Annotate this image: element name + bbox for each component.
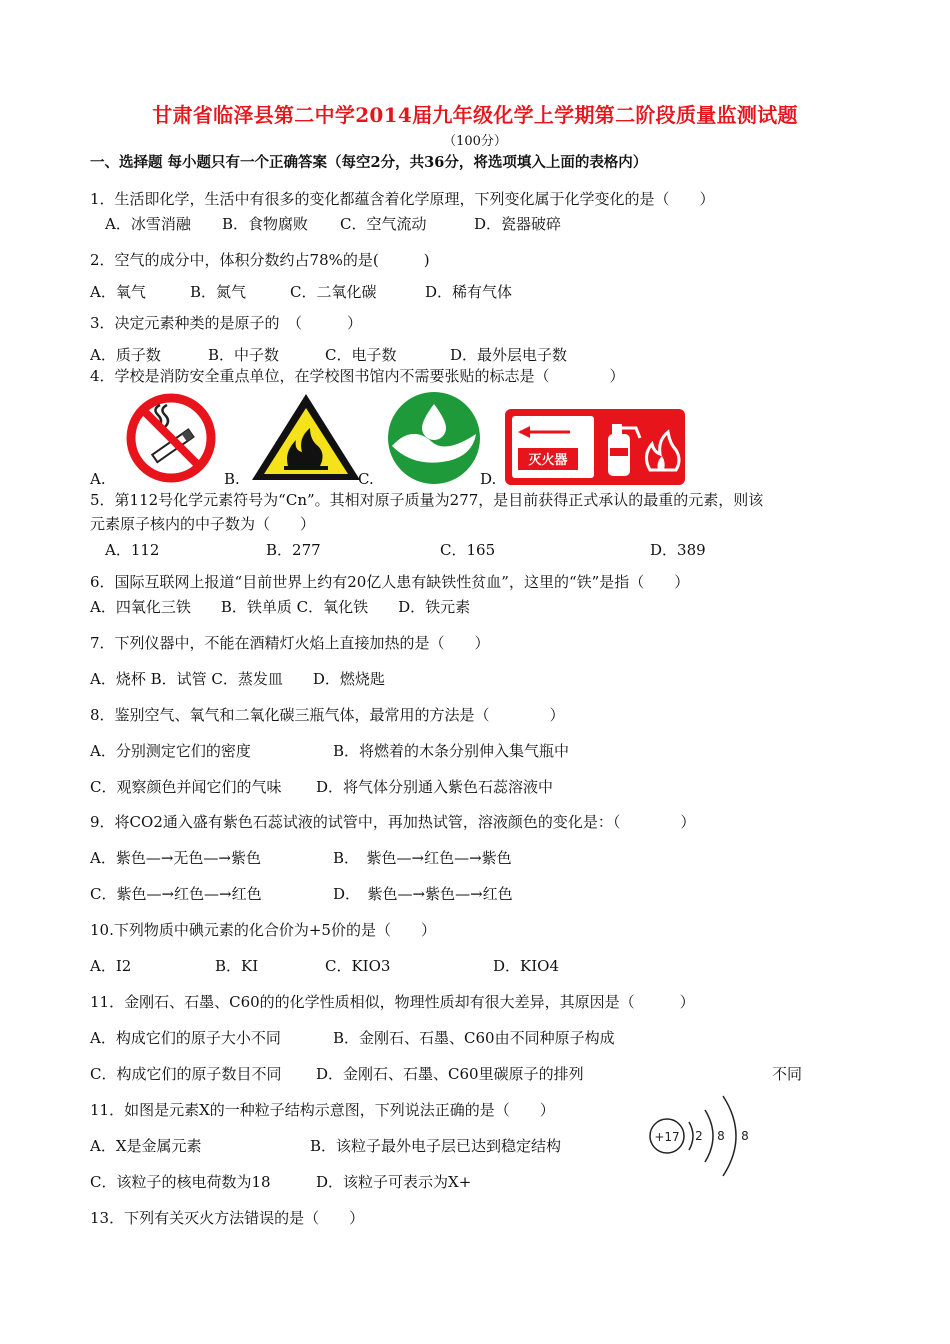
q11-option-b: B．金刚石、石墨、C60由不同种原子构成 <box>333 1029 615 1047</box>
q5-option-a: A．112 <box>105 541 160 559</box>
q1-option-a: A．冰雪消融 <box>105 215 191 233</box>
q8-option-b: B．将燃着的木条分别伸入集气瓶中 <box>333 742 570 760</box>
q5-option-d: D．389 <box>650 541 706 559</box>
section-heading: 一、选择题 每小题只有一个正确答案（每空2分，共36分，将选项填入上面的表格内） <box>90 154 648 171</box>
q5-option-c: C．165 <box>440 541 496 559</box>
q1-option-b: B．食物腐败 <box>222 215 309 233</box>
q12-option-b: B．该粒子最外电子层已达到稳定结构 <box>310 1137 562 1155</box>
no-smoking-sign-icon <box>118 393 224 483</box>
shell-2-electrons: 8 <box>717 1129 725 1143</box>
q2-option-d: D．稀有气体 <box>425 283 513 301</box>
sign-d-label: 灭火器 <box>528 453 568 468</box>
q2-option-c: C．二氧化碳 <box>290 283 377 301</box>
question-5-stem-line1: 5．第112号化学元素符号为“Cn”。其相对原子质量为277，是目前获得正式承认的最重的元素，则该 <box>90 491 764 509</box>
q8-option-c: C．观察颜色并闻它们的气味 <box>90 778 282 796</box>
q4-option-d: D. <box>480 470 497 488</box>
q11-option-d: D．金刚石、石墨、C60里碳原子的排列 <box>316 1065 584 1083</box>
q9-option-b: B． 紫色—→红色—→紫色 <box>333 849 512 867</box>
q8-option-a: A．分别测定它们的密度 <box>90 742 251 760</box>
q6-options: A．四氧化三铁 B．铁单质 C．氧化铁 D．铁元素 <box>90 598 471 616</box>
q10-option-a: A．I2 <box>90 957 132 975</box>
q12-option-a: A．X是金属元素 <box>90 1137 202 1155</box>
q1-option-d: D．瓷器破碎 <box>474 215 562 233</box>
q7-options: A．烧杯 B．试管 C．蒸发皿 D．燃烧匙 <box>90 670 385 688</box>
q1-option-c: C．空气流动 <box>340 215 427 233</box>
question-12-stem: 11．如图是元素X的一种粒子结构示意图，下列说法正确的是（ ） <box>90 1101 555 1119</box>
q3-option-c: C．电子数 <box>325 346 397 364</box>
q11-option-c: C．构成它们的原子数目不同 <box>90 1065 282 1083</box>
question-5-stem-line2: 元素原子核内的中子数为（ ） <box>90 515 316 533</box>
q3-option-a: A．质子数 <box>90 346 161 364</box>
q4-option-c: C. <box>358 470 374 488</box>
q10-option-b: B．KI <box>215 957 259 975</box>
water-saving-sign-icon <box>386 390 482 486</box>
q2-option-b: B．氮气 <box>190 283 247 301</box>
q12-option-d: D．该粒子可表示为X+ <box>316 1173 472 1191</box>
question-11-stem: 11．金刚石、石墨、C60的的化学性质相似，物理性质却有很大差异，其原因是（ ） <box>90 993 695 1011</box>
question-2-stem: 2．空气的成分中，体积分数约占78%的是( ) <box>90 251 430 269</box>
q5-option-b: B．277 <box>266 541 321 559</box>
question-4-stem: 4．学校是消防安全重点单位，在学校图书馆内不需要张贴的标志是（ ） <box>90 367 625 385</box>
question-10-stem: 10.下列物质中碘元素的化合价为+5价的是（ ） <box>90 921 436 939</box>
page-title: 甘肃省临泽县第二中学2014届九年级化学上学期第二阶段质量监测试题 <box>152 103 798 127</box>
question-6-stem: 6．国际互联网上报道“目前世界上约有20亿人患有缺铁性贫血”，这里的“铁”是指（ ） <box>90 573 690 591</box>
q12-option-c: C．该粒子的核电荷数为18 <box>90 1173 271 1191</box>
q9-option-c: C．紫色—→红色—→红色 <box>90 885 262 903</box>
q4-option-b: B. <box>224 470 240 488</box>
q9-option-d: D． 紫色—→紫色—→红色 <box>333 885 513 903</box>
atom-structure-diagram <box>645 1086 765 1186</box>
q11-option-d-end: 不同 <box>772 1065 803 1083</box>
question-9-stem: 9．将CO2通入盛有紫色石蕊试液的试管中，再加热试管，溶液颜色的变化是：（ ） <box>90 813 696 831</box>
question-8-stem: 8．鉴别空气、氧气和二氧化碳三瓶气体，最常用的方法是（ ） <box>90 706 565 724</box>
q11-option-a: A．构成它们的原子大小不同 <box>90 1029 281 1047</box>
q3-option-d: D．最外层电子数 <box>450 346 568 364</box>
q8-option-d: D．将气体分别通入紫色石蕊溶液中 <box>316 778 554 796</box>
nucleus-charge: +17 <box>654 1130 680 1144</box>
shell-3-electrons: 8 <box>741 1129 749 1143</box>
q4-option-a: A. <box>90 470 106 488</box>
q2-option-a: A．氧气 <box>90 283 146 301</box>
q3-option-b: B．中子数 <box>208 346 280 364</box>
shell-1-electrons: 2 <box>695 1129 703 1143</box>
q10-option-c: C．KIO3 <box>325 957 391 975</box>
flammable-warning-sign-icon <box>248 390 364 484</box>
q10-option-d: D．KIO4 <box>493 957 559 975</box>
question-13-stem: 13．下列有关灭火方法错误的是（ ） <box>90 1209 365 1227</box>
question-7-stem: 7．下列仪器中，不能在酒精灯火焰上直接加热的是（ ） <box>90 634 490 652</box>
fire-extinguisher-sign-icon <box>504 408 686 486</box>
q9-option-a: A．紫色—→无色—→紫色 <box>90 849 261 867</box>
question-1-stem: 1．生活即化学，生活中有很多的变化都蕴含着化学原理，下列变化属于化学变化的是（ ） <box>90 190 715 208</box>
question-3-stem: 3．决定元素种类的是原子的 （ ） <box>90 314 363 332</box>
total-score: （100分） <box>443 134 507 149</box>
